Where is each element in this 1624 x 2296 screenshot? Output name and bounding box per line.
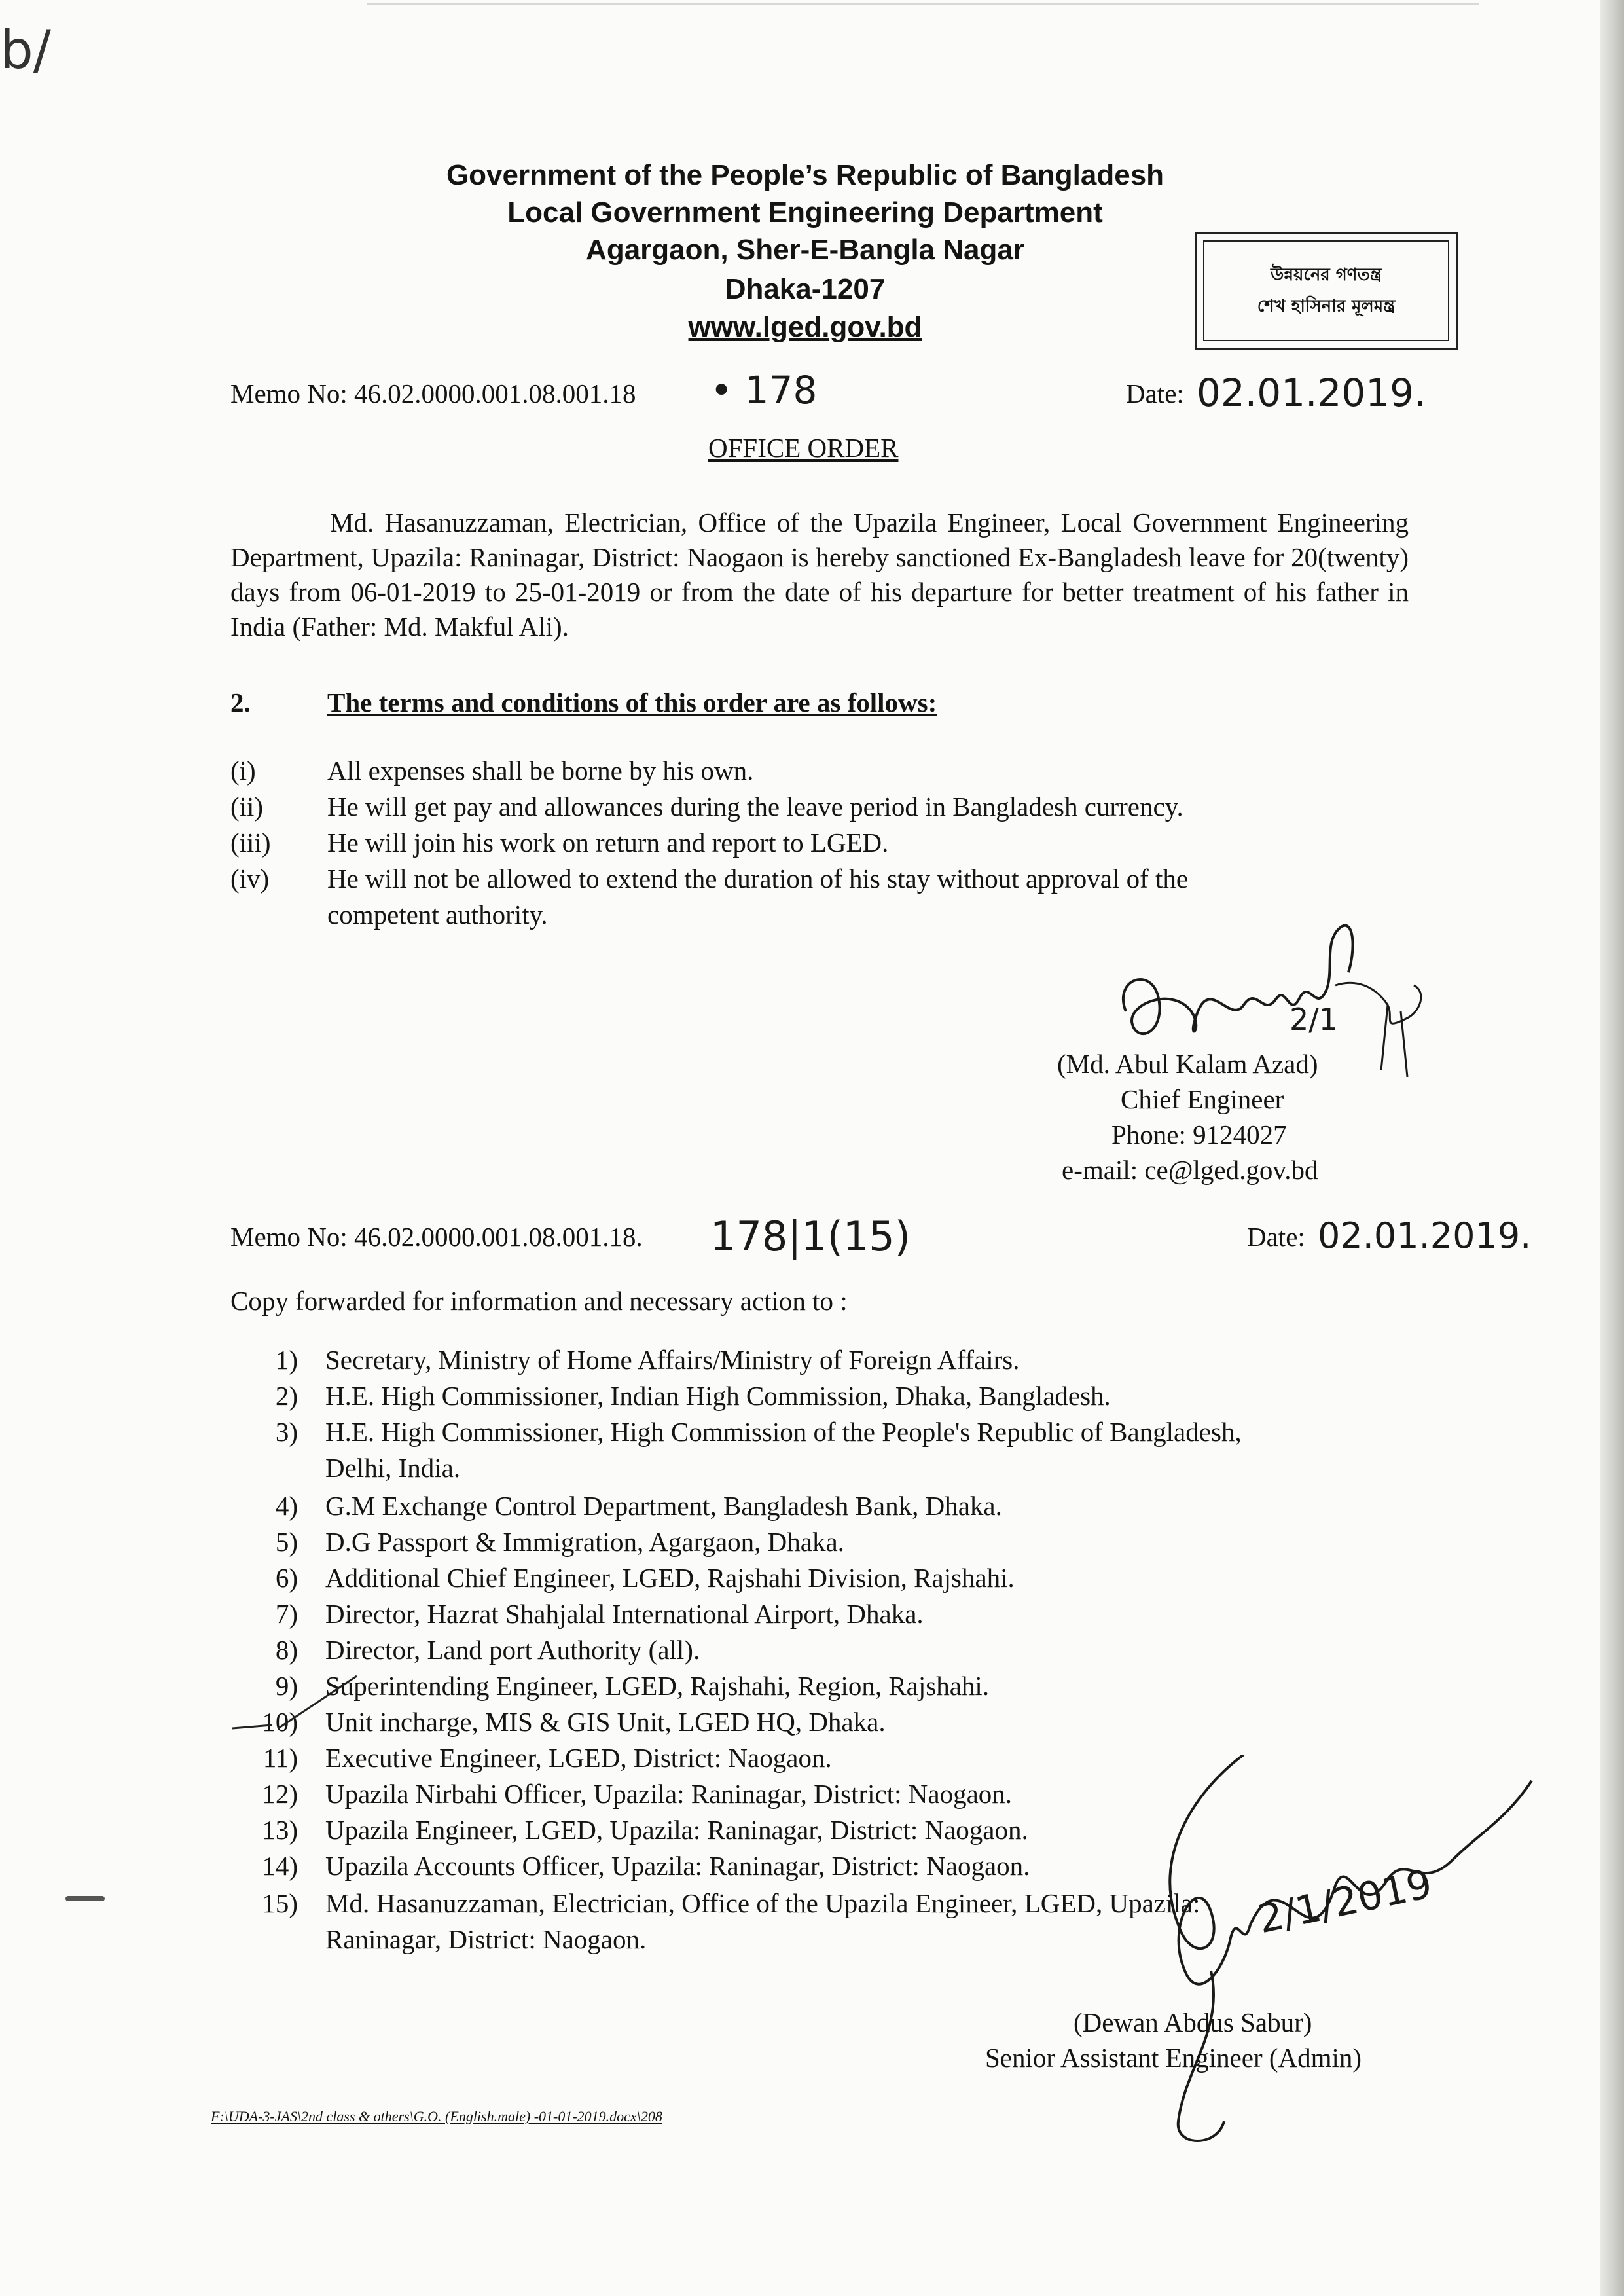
recipient-number: 2)	[275, 1381, 298, 1411]
slogan-line-2: শেখ হাসিনার মূলমন্ত্র	[1257, 297, 1396, 316]
memo-2-date-value: 02.01.2019.	[1318, 1215, 1532, 1256]
term-text-continued: competent authority.	[327, 900, 548, 930]
term-number: (iii)	[230, 828, 271, 858]
signatory-1-email[interactable]: e-mail: ce@lged.gov.bd	[1062, 1155, 1318, 1185]
signatory-2-name: (Dewan Abdus Sabur)	[1074, 2007, 1312, 2037]
memo-2-date-label: Date:	[1247, 1222, 1305, 1252]
term-text: All expenses shall be borne by his own.	[327, 756, 754, 786]
term-number: (iv)	[230, 864, 270, 894]
memo-2-number-label: Memo No: 46.02.0000.001.08.001.18.	[230, 1222, 643, 1252]
admin-signature	[1113, 1755, 1558, 2160]
header-line-1: Government of the People’s Republic of Bangladesh	[446, 159, 1164, 191]
term-text: He will join his work on return and report to LGED.	[327, 828, 889, 858]
terms-section-number: 2.	[230, 687, 251, 718]
term-number: (i)	[230, 756, 256, 786]
term-text: He will get pay and allowances during the leave period in Bangladesh currency.	[327, 792, 1183, 822]
recipient-number: 15)	[262, 1888, 298, 1918]
recipient-number: 3)	[275, 1417, 298, 1447]
recipient-text: Additional Chief Engineer, LGED, Rajshahi Division, Rajshahi.	[325, 1563, 1015, 1593]
recipient-text: Executive Engineer, LGED, District: Naogaon.	[325, 1743, 832, 1773]
recipient-text: Director, Hazrat Shahjalal International Airport, Dhaka.	[325, 1599, 924, 1629]
recipient-text: Md. Hasanuzzaman, Electrician, Office of the Upazila Engineer, LGED, Upazila:	[325, 1888, 1200, 1918]
term-number: (ii)	[230, 792, 264, 822]
recipient-text-continued: Delhi, India.	[325, 1453, 461, 1483]
recipient-number: 7)	[275, 1599, 298, 1629]
page-edge-shadow	[1600, 0, 1624, 2296]
recipient-text: Superintending Engineer, LGED, Rajshahi, Region, Rajshahi.	[325, 1671, 990, 1701]
recipient-number: 11)	[262, 1743, 298, 1773]
copy-forwarded-intro: Copy forwarded for information and necessary action to :	[230, 1286, 848, 1316]
signatory-1-phone: Phone: 9124027	[1111, 1120, 1287, 1150]
recipient-text: Upazila Engineer, LGED, Upazila: Raninagar, District: Naogaon.	[325, 1815, 1028, 1845]
recipient-text-continued: Raninagar, District: Naogaon.	[325, 1924, 647, 1954]
terms-heading: The terms and conditions of this order are as follows:	[327, 687, 937, 718]
header-line-2: Local Government Engineering Department	[507, 196, 1103, 228]
office-order-title: OFFICE ORDER	[708, 433, 899, 463]
recipient-number: 8)	[275, 1635, 298, 1665]
memo-handwritten-number: • 178	[710, 368, 818, 412]
term-text: He will not be allowed to extend the duration of his stay without approval of the	[327, 864, 1189, 894]
recipient-number: 9)	[275, 1671, 298, 1701]
signatory-2-designation: Senior Assistant Engineer (Admin)	[985, 2043, 1362, 2073]
website-link[interactable]: www.lged.gov.bd	[688, 311, 922, 343]
recipient-number: 14)	[262, 1851, 298, 1881]
slogan-inner-box	[1203, 240, 1449, 341]
recipient-text: Upazila Nirbahi Officer, Upazila: Raninagar, District: Naogaon.	[325, 1779, 1013, 1809]
recipient-text: Secretary, Ministry of Home Affairs/Ministry of Foreign Affairs.	[325, 1345, 1020, 1375]
memo-2-handwritten-number: 178|1(15)	[710, 1212, 911, 1260]
recipient-text: Upazila Accounts Officer, Upazila: Raninagar, District: Naogaon.	[325, 1851, 1030, 1881]
recipient-text: Director, Land port Authority (all).	[325, 1635, 700, 1665]
signatory-1-designation: Chief Engineer	[1121, 1084, 1284, 1114]
footer-file-path: F:\UDA-3-JAS\2nd class & others\G.O. (English.male) -01-01-2019.docx\208	[211, 2108, 662, 2124]
memo-date-value: 02.01.2019.	[1197, 371, 1426, 415]
memo-date-label: Date:	[1126, 378, 1184, 409]
recipient-number: 4)	[275, 1491, 298, 1521]
scan-top-line	[367, 3, 1479, 5]
recipient-number: 13)	[262, 1815, 298, 1845]
handwritten-tick-mark	[226, 1663, 370, 1735]
recipient-number: 6)	[275, 1563, 298, 1593]
recipient-text: H.E. High Commissioner, Indian High Commission, Dhaka, Bangladesh.	[325, 1381, 1111, 1411]
signatory-1-name: (Md. Abul Kalam Azad)	[1057, 1049, 1318, 1079]
signature-2-date: 2/1/2019	[1254, 1861, 1436, 1943]
scan-smudge	[65, 1896, 105, 1901]
recipient-number: 12)	[262, 1779, 298, 1809]
recipient-text: D.G Passport & Immigration, Agargaon, Dhaka.	[325, 1527, 844, 1557]
slogan-line-1: উন্নয়নের গণতন্ত্র	[1270, 265, 1382, 285]
signature-1-date: 2/1	[1290, 1002, 1339, 1037]
memo-number-label: Memo No: 46.02.0000.001.08.001.18	[230, 378, 636, 409]
recipient-text: Unit incharge, MIS & GIS Unit, LGED HQ, Dhaka.	[325, 1707, 886, 1737]
recipient-number: 1)	[275, 1345, 298, 1375]
recipient-number: 5)	[275, 1527, 298, 1557]
recipient-text: H.E. High Commissioner, High Commission of the People's Republic of Bangladesh,	[325, 1417, 1242, 1447]
header-line-4: Dhaka-1207	[725, 273, 886, 305]
header-line-3: Agargaon, Sher-E-Bangla Nagar	[586, 234, 1024, 266]
corner-mark: b/	[0, 20, 51, 81]
recipient-number: 10)	[262, 1707, 298, 1737]
recipient-text: G.M Exchange Control Department, Bangladesh Bank, Dhaka.	[325, 1491, 1002, 1521]
slogan-box	[1195, 232, 1458, 350]
order-body-paragraph: Md. Hasanuzzaman, Electrician, Office of the Upazila Engineer, Local Government Engineering Department, Upazila: Raninagar, District: Naogaon is hereby sanctioned Ex-Bangladesh leave for 20(twenty) days from 06-01-2019 to 25-01-2019 or from the date of his departure for better treatment of his father in India (Father: Md. Makful Ali).	[230, 507, 1409, 642]
